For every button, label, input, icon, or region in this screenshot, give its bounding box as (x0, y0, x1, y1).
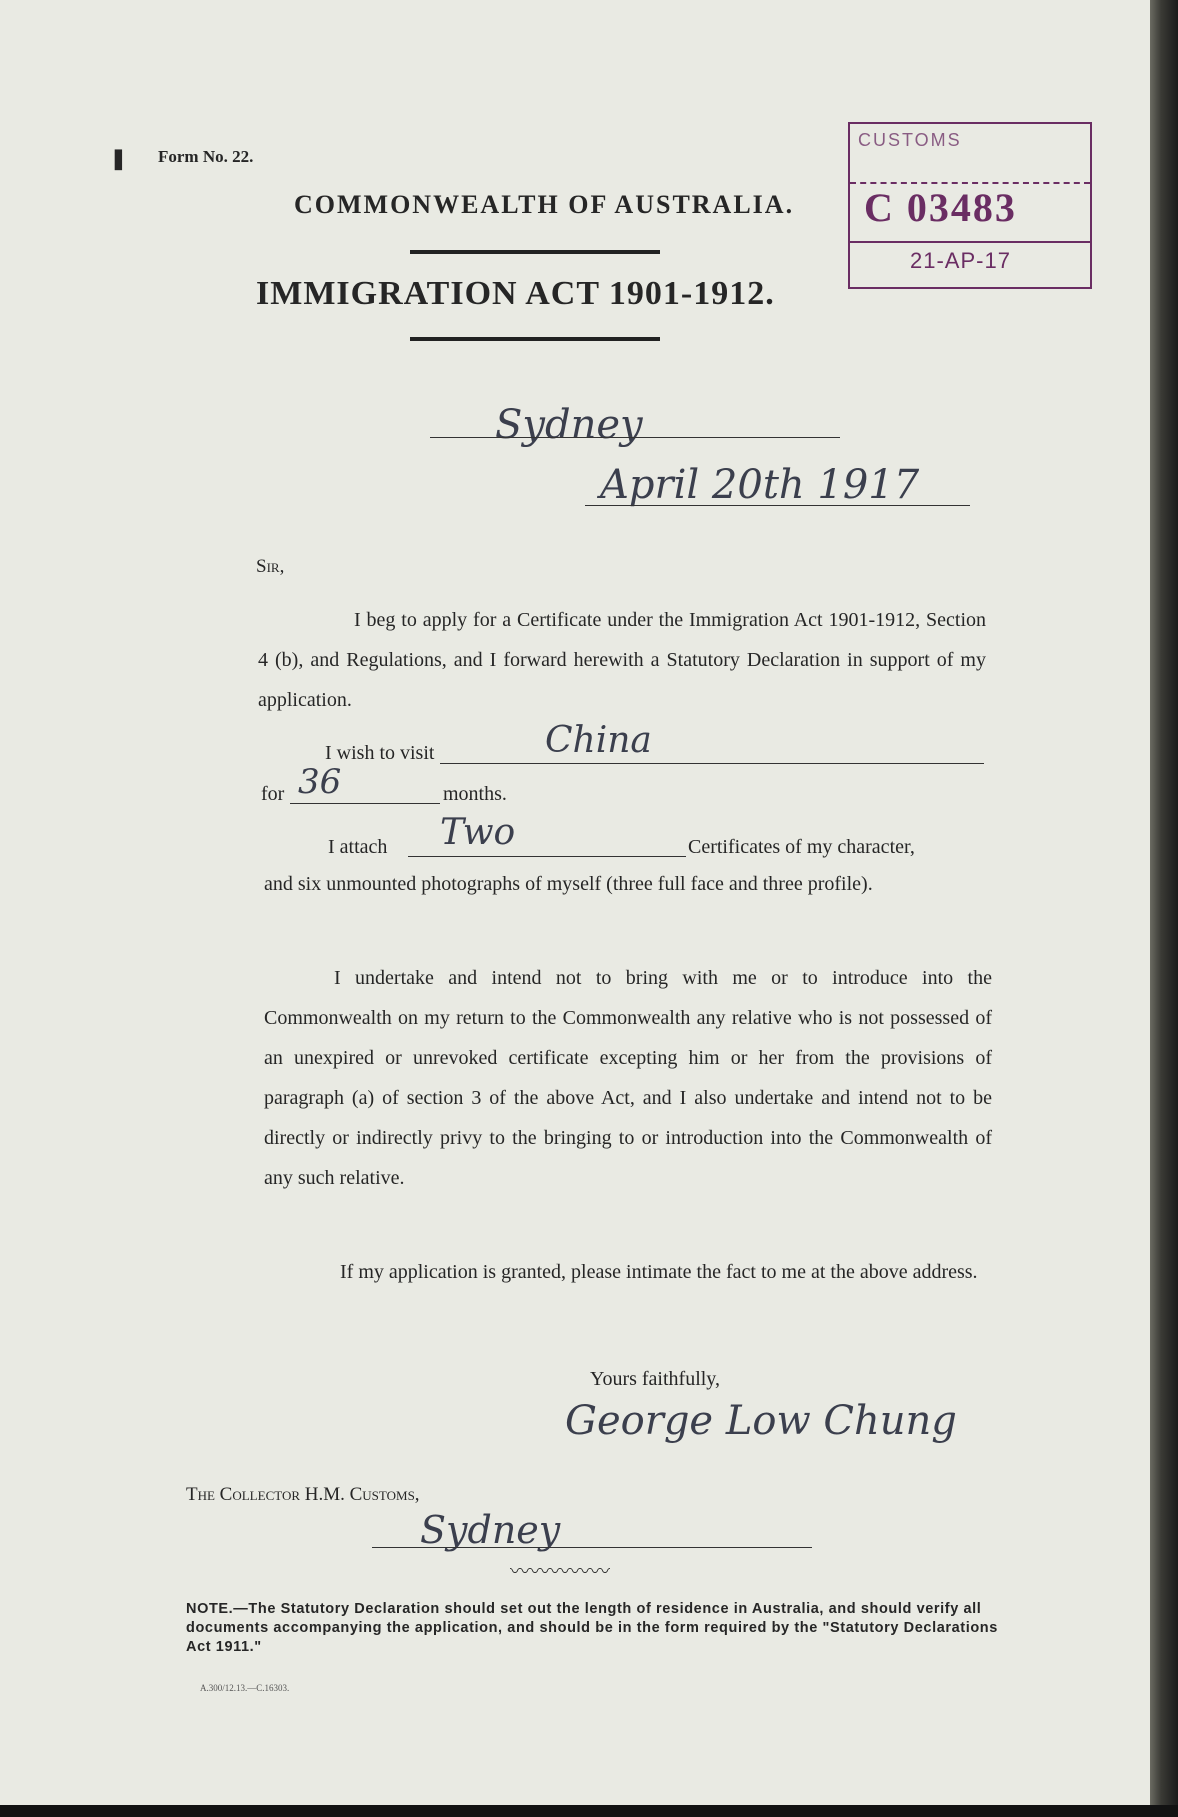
for-label: for (261, 783, 285, 805)
print-code: A.300/12.13.—C.16303. (200, 1683, 290, 1693)
visit-country-value: China (545, 720, 652, 761)
visit-label: I wish to visit (325, 742, 435, 764)
customs-stamp (848, 122, 1092, 289)
visit-underline (440, 763, 984, 764)
stamp-header: CUSTOMS (858, 130, 962, 150)
certificate-count-value: Two (440, 812, 516, 853)
application-paragraph: I beg to apply for a Certificate under the Immigration Act 1901-1912, Section 4 (b), and Regulations, and I forward herewith a Statutory Declaration in support of my application. (258, 609, 986, 711)
handwritten-date: April 20th 1917 (600, 462, 920, 508)
form-number: Form No. 22. (158, 147, 254, 166)
page-edge (1150, 0, 1178, 1817)
months-label: months. (443, 783, 507, 805)
closing: Yours faithfully, (590, 1368, 721, 1390)
handwritten-place: Sydney (495, 402, 643, 448)
margin-mark-icon: ❚ (110, 148, 127, 170)
note: NOTE.—The Statutory Declaration should set out the length of residence in Australia, and should verify all documents accompanying the application, and should be in the form required by the "Statutory Declarations Act 1911." (186, 1601, 998, 1655)
salutation: Sir, (256, 556, 285, 577)
heading: COMMONWEALTH OF AUSTRALIA. (294, 190, 795, 219)
undertaking-paragraph: I undertake and intend not to bring with me or to introduce into the Commonwealth on my return to the Commonwealth any relative who is not possessed of an unexpired or unrevoked certificate excepting him or her from the provisions of paragraph (a) of section 3 of the above Act, and I also undertake and intend not to be directly or indirectly privy to the bringing to or introduction into the Commonwealth of any such relative. (264, 967, 992, 1189)
months-value: 36 (298, 762, 342, 802)
collector-location: Sydney (420, 1508, 561, 1552)
title-divider (410, 337, 660, 341)
signature: George Low Chung (565, 1398, 957, 1444)
attach-label: I attach (328, 836, 388, 858)
collector-underline (372, 1547, 812, 1548)
stamp-number: C 03483 (864, 185, 1017, 230)
stamp-date: 21-AP-17 (910, 248, 1011, 273)
attach-underline (408, 856, 686, 857)
act-title: IMMIGRATION ACT 1901-1912. (256, 275, 775, 312)
page-edge-bottom (0, 1805, 1178, 1817)
photographs-text: and six unmounted photographs of myself (three full face and three profile). (264, 873, 873, 895)
place-underline (430, 437, 840, 438)
flourish-icon: 〰〰〰〰〰 (510, 1561, 610, 1583)
granted-paragraph: If my application is granted, please intimate the fact to me at the above address. (340, 1261, 978, 1283)
date-underline (585, 505, 970, 506)
certificates-label: Certificates of my character, (688, 836, 915, 858)
stamp-divider (850, 241, 1090, 243)
heading-divider (410, 250, 660, 254)
months-underline (290, 803, 440, 804)
addressee: The Collector H.M. Customs, (186, 1484, 420, 1505)
